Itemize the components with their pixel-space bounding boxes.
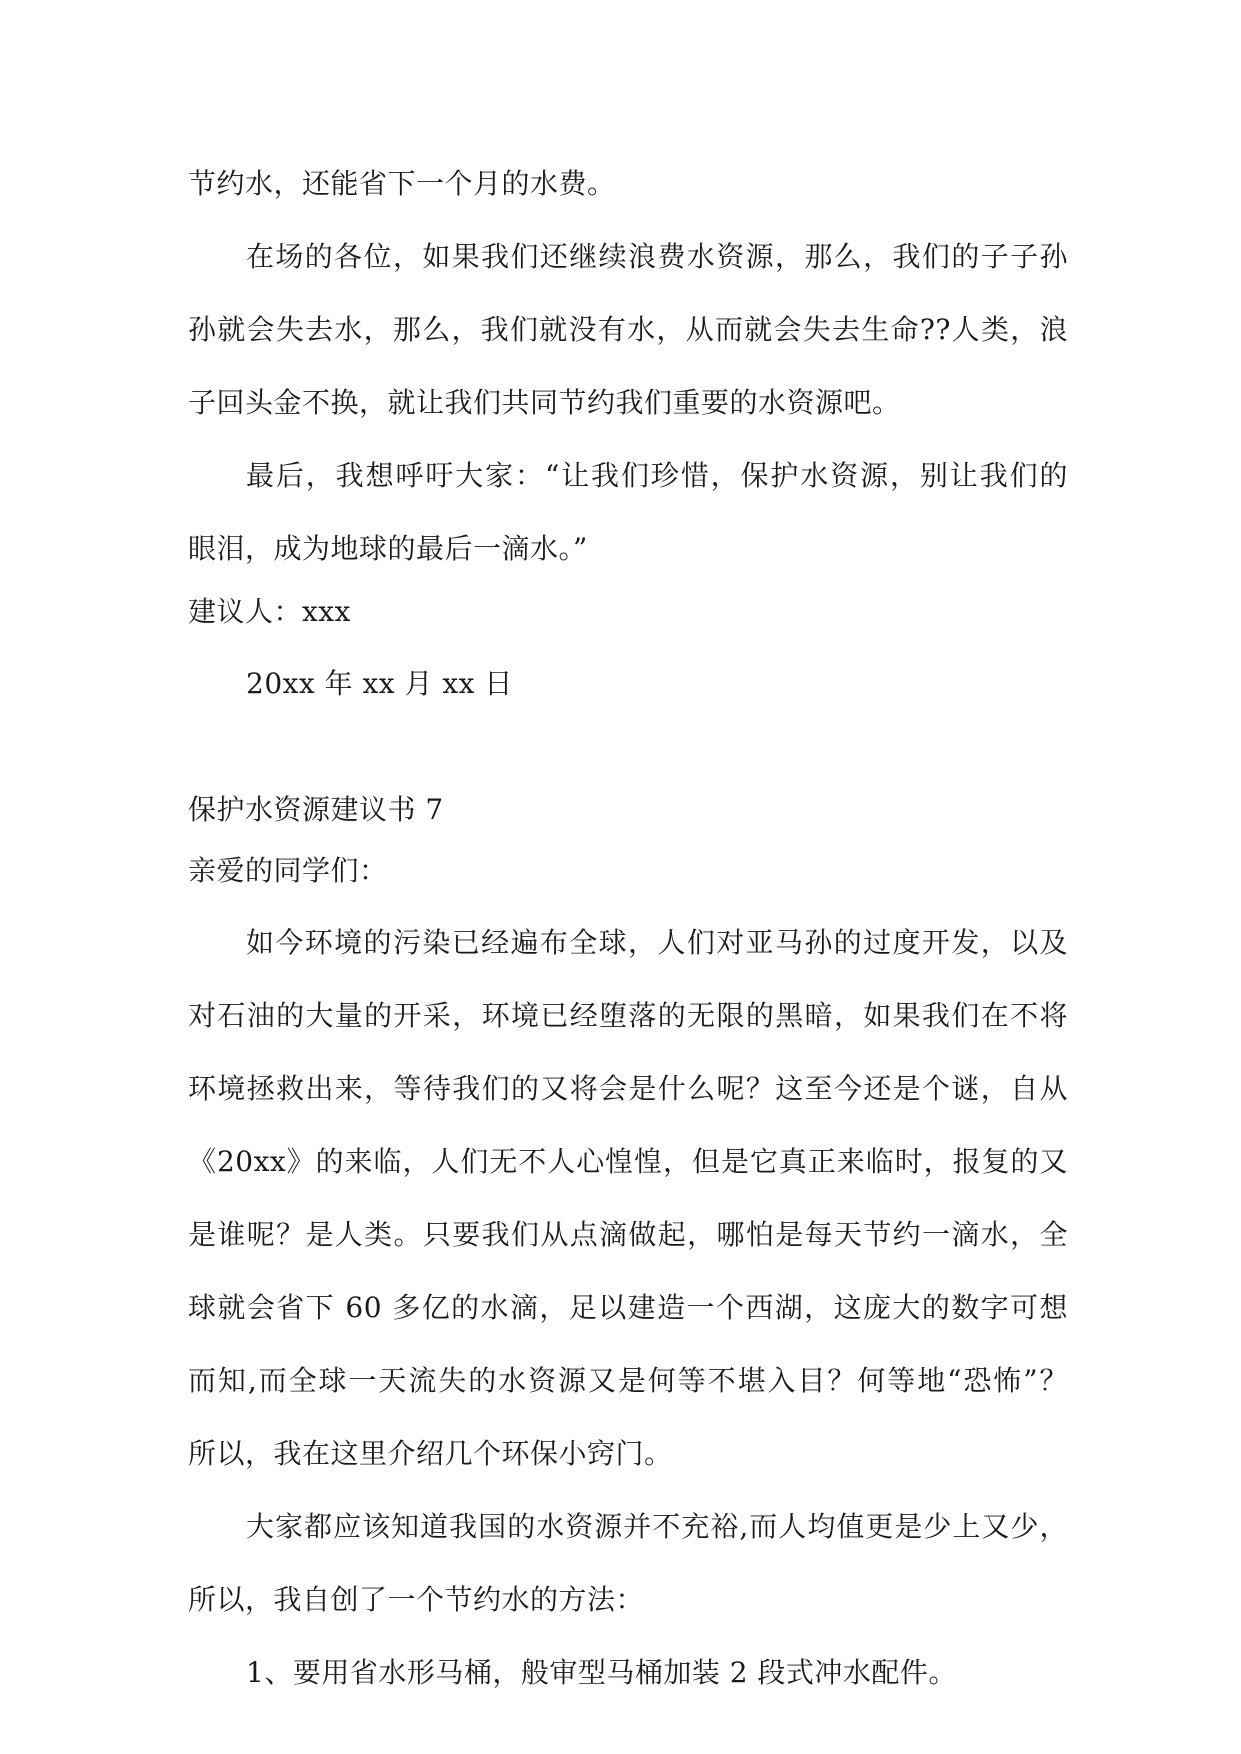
section-title: 保护水资源建议书 7	[188, 793, 444, 826]
paragraph-line: 节约水，还能省下一个月的水费。	[188, 167, 616, 200]
list-item: 1、要用省水形马桶，般审型马桶加装 2 段式冲水配件。	[246, 1656, 957, 1689]
paragraph-line: 最后，我想呼吁大家：“让我们珍惜，保护水资源，别让我们的	[246, 459, 1068, 492]
paragraph-line: 子回头金不换，就让我们共同节约我们重要的水资源吧。	[188, 386, 901, 419]
paragraph-line: 眼泪，成为地球的最后一滴水。”	[188, 532, 588, 565]
paragraph-line: 所以，我在这里介绍几个环保小窍门。	[188, 1437, 673, 1470]
paragraph-line: 孙就会失去水，那么，我们就没有水，从而就会失去生命??人类，浪	[188, 313, 1068, 346]
paragraph-line: 环境拯救出来，等待我们的又将会是什么呢？这至今还是个谜，自从	[188, 1072, 1068, 1105]
paragraph-line: 在场的各位，如果我们还继续浪费水资源，那么，我们的子子孙	[246, 240, 1068, 273]
paragraph-line: 是谁呢？是人类。只要我们从点滴做起，哪怕是每天节约一滴水，全	[188, 1218, 1068, 1251]
date-line: 20xx 年 xx 月 xx 日	[246, 667, 513, 700]
paragraph-line: 对石油的大量的开采，环境已经堕落的无限的黑暗，如果我们在不将	[188, 999, 1068, 1032]
paragraph-line: 大家都应该知道我国的水资源并不充裕,而人均值更是少上又少，	[246, 1510, 1068, 1543]
salutation: 亲爱的同学们：	[188, 854, 388, 887]
paragraph-line: 如今环境的污染已经遍布全球，人们对亚马孙的过度开发，以及	[246, 926, 1068, 959]
signature-line: 建议人：xxx	[188, 595, 351, 628]
paragraph-line: 《20xx》的来临，人们无不人心惶惶，但是它真正来临时，报复的又	[188, 1145, 1068, 1178]
paragraph-line: 球就会省下 60 多亿的水滴，足以建造一个西湖，这庞大的数字可想	[188, 1291, 1068, 1324]
paragraph-line: 而知,而全球一天流失的水资源又是何等不堪入目？何等地“恐怖”？	[188, 1364, 1068, 1397]
paragraph-line: 所以，我自创了一个节约水的方法：	[188, 1583, 645, 1616]
